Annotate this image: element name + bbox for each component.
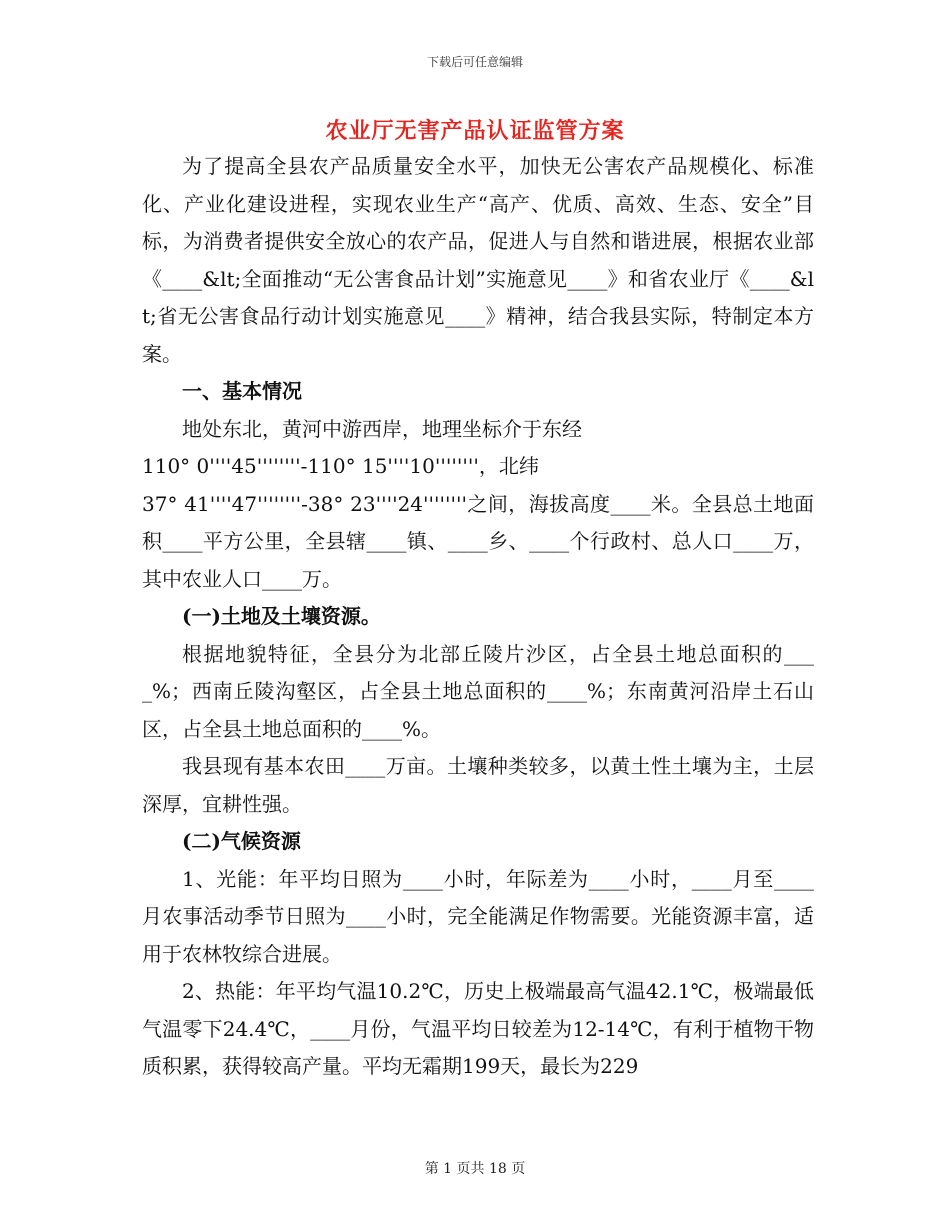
intro-paragraph: 为了提高全县农产品质量安全水平，加快无公害农产品规模化、标准化、产业化建设进程，实现农业生产“高产、优质、高效、生态、安全”目标，为消费者提供安全放心的农产品，促进人与自然和谐进展，根据农业部《____&lt;全面推动“无公害食品计划”实施意见____》和省农业厅《____&lt;省无公害食品行动计划实施意见____》精神，结合我县实际，特制定本方案。 (142, 154, 814, 366)
light-energy-paragraph: 1、光能：年平均日照为____小时，年际差为____小时，____月至____月农事活动季节日照为____小时，完全能满足作物需要。光能资源丰富，适用于农林牧综合进展。 (142, 866, 814, 966)
section-heading-basic-info: 一、基本情况 (182, 379, 302, 403)
farmland-paragraph: 我县现有基本农田____万亩。土壤种类较多，以黄土性土壤为主，土层深厚，宜耕性强。 (142, 754, 814, 816)
longitude-line: 110° 0''''45''''''''-110° 15''''10''''''''，北纬 (142, 454, 539, 478)
subheading-climate: (二)气候资源 (182, 829, 301, 853)
document-body (142, 148, 814, 1086)
header-note: 下载后可任意编辑 (426, 55, 523, 69)
document-title: 农业厅无害产品认证监管方案 (325, 118, 625, 144)
latitude-paragraph: 37° 41''''47''''''''-38° 23''''24''''''''之间，海拔高度____米。全县总土地面积____平方公里，全县辖____镇、____乡、____个行政村、总人口____万，其中农业人口____万。 (142, 491, 814, 591)
landform-paragraph: 根据地貌特征，全县分为北部丘陵片沙区，占全县土地总面积的____%；西南丘陵沟壑区，占全县土地总面积的____%；东南黄河沿岸土石山区，占全县土地总面积的____%。 (142, 641, 814, 741)
subheading-land-soil: (一)土地及土壤资源。 (182, 604, 381, 628)
location-paragraph: 地处东北，黄河中游西岸，地理坐标介于东经 (182, 416, 582, 441)
page-footer: 第 1 页共 18 页 (424, 1161, 526, 1177)
heat-energy-paragraph: 2、热能：年平均气温10.2℃，历史上极端最高气温42.1℃，极端最低气温零下24.4℃，____月份，气温平均日较差为12-14℃，有利于植物干物质积累，获得较高产量。平均无霜期199天，最长为229 (142, 979, 814, 1078)
